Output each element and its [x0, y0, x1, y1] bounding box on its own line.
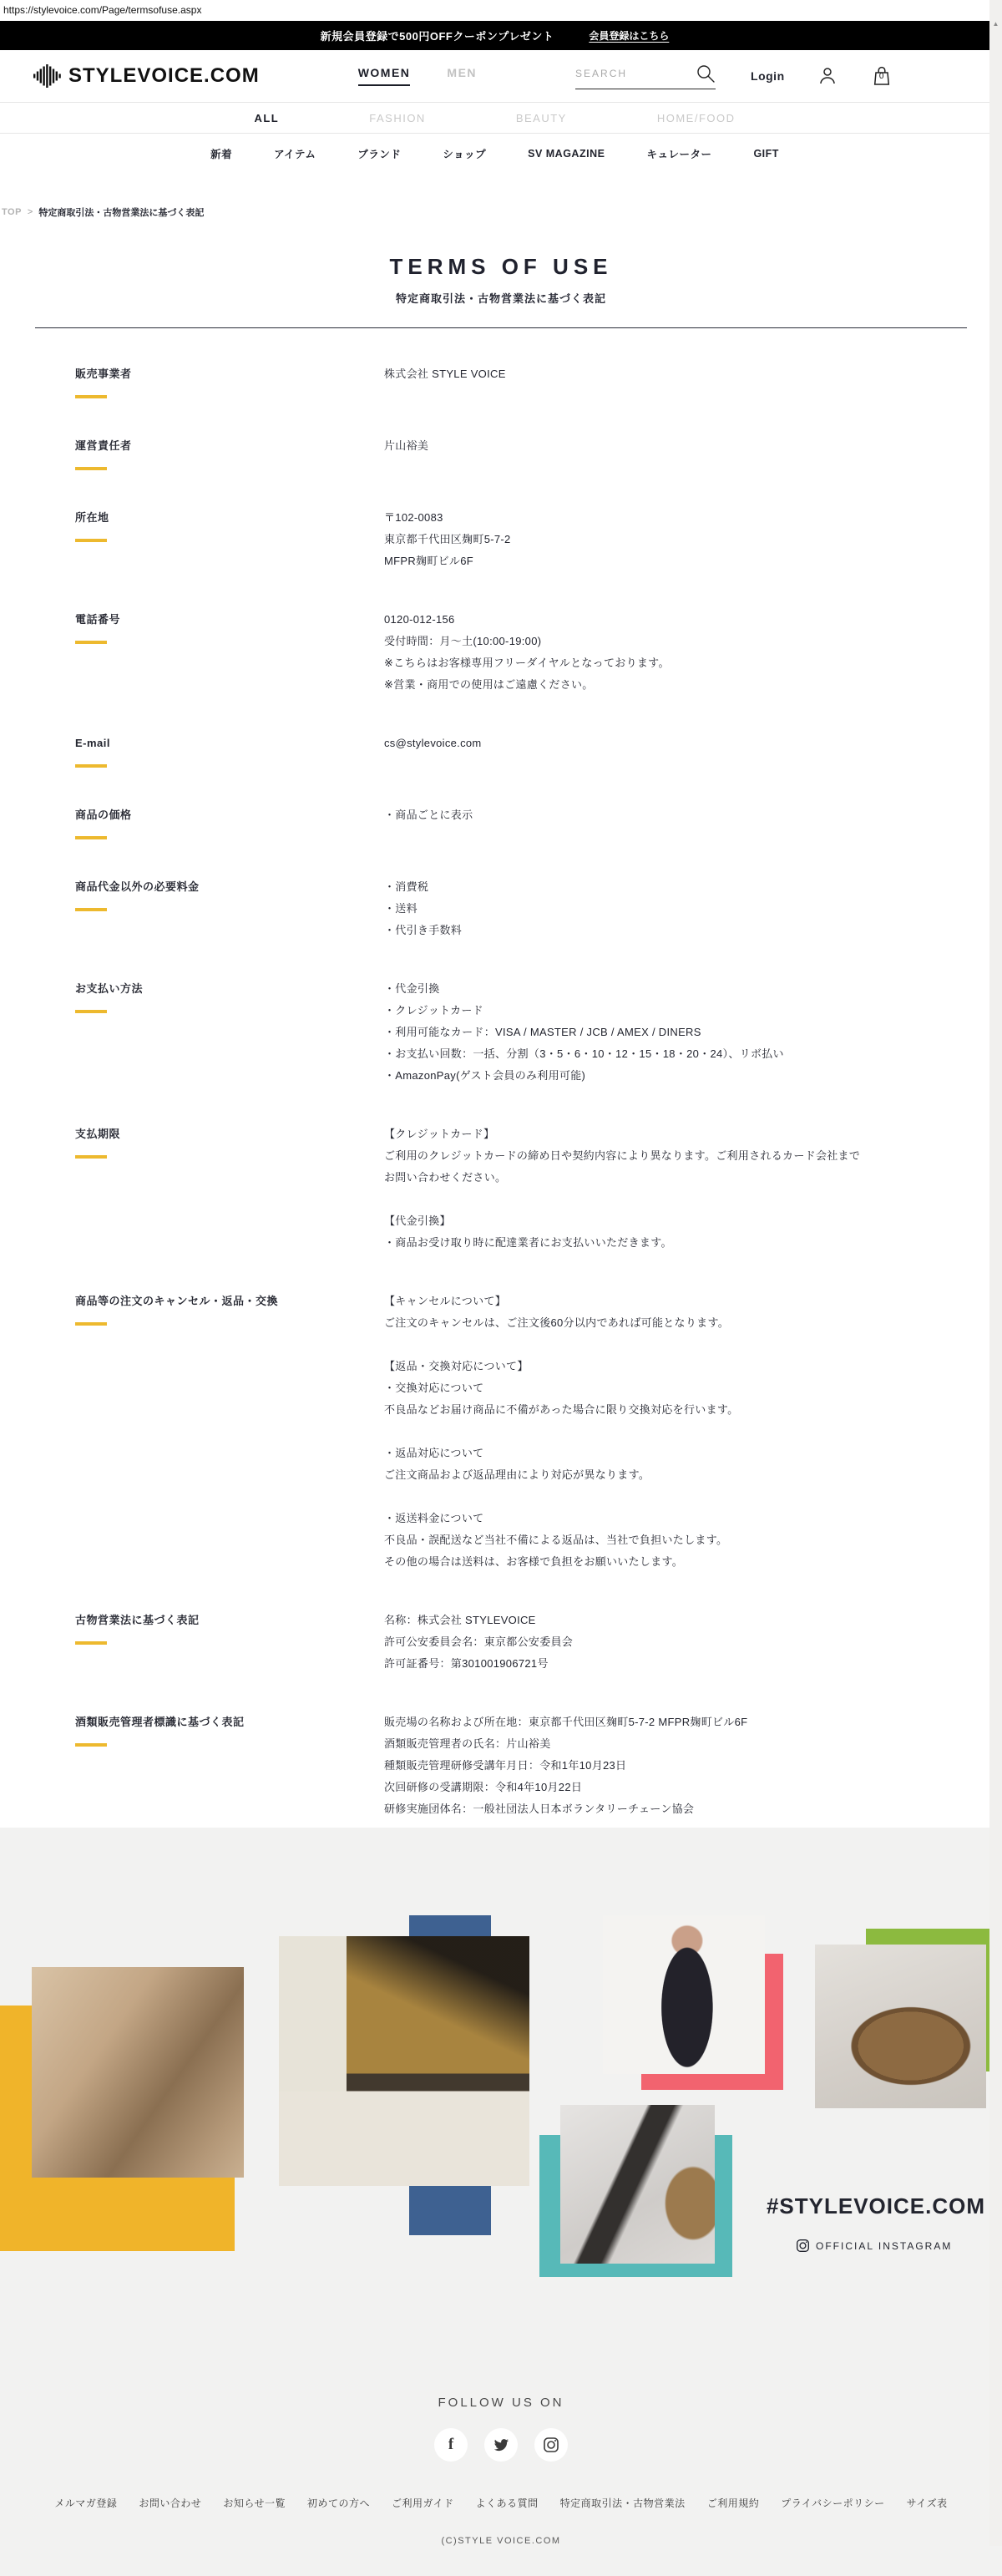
terms-value-line: ・返品対応について [384, 1447, 484, 1459]
terms-value-line: 販売場の名称および所在地：東京都千代田区麹町5-7-2 MFPR麹町ビル6F [384, 1716, 748, 1728]
terms-value-line: ・返送料金について [384, 1512, 484, 1524]
promo-text: 新規会員登録で500円OFFクーポンプレゼント [320, 30, 554, 43]
terms-row [75, 978, 1002, 1087]
search-icon[interactable] [696, 63, 716, 84]
main-nav [358, 66, 477, 86]
facebook-icon: f [448, 2436, 454, 2453]
label-accent-bar [75, 467, 107, 470]
footer-link[interactable]: お問い合わせ [139, 2497, 202, 2509]
terms-value [384, 804, 1002, 839]
terms-row [75, 733, 1002, 768]
terms-value-line: ・商品お受け取り時に配達業者にお支払いいただきます。 [384, 1236, 672, 1249]
scroll-up-icon[interactable]: ▲ [992, 20, 999, 28]
terms-value-line: 片山裕美 [384, 439, 429, 452]
terms-row [75, 1610, 1002, 1675]
sub-nav-item[interactable]: キュレーター [646, 149, 712, 160]
terms-label-col [75, 1291, 384, 1573]
instagram-photo-portrait[interactable] [279, 1936, 529, 2186]
terms-label: 商品代金以外の必要料金 [75, 880, 200, 893]
terms-value-line: 不良品・誤配送など当社不備による返品は、当社で負担いたします。 [384, 1534, 728, 1546]
terms-label-col [75, 1610, 384, 1675]
promo-register-link[interactable]: 会員登録はこちら [589, 30, 670, 42]
sub-nav-item[interactable]: ブランド [357, 149, 402, 160]
terms-value-line: cs@stylevoice.com [384, 737, 482, 749]
terms-value-line: ・クレジットカード [384, 1004, 483, 1017]
footer-link[interactable]: よくある質問 [475, 2497, 539, 2509]
terms-value-line: 次回研修の受講期限：令和4年10月22日 [384, 1781, 583, 1793]
terms-value-line: 種類販売管理研修受講年月日：令和1年10月23日 [384, 1759, 627, 1772]
label-accent-bar [75, 908, 107, 911]
logo-text: STYLEVOICE.COM [68, 64, 260, 87]
official-instagram-label: OFFICIAL INSTAGRAM [816, 2239, 953, 2252]
terms-label-col [75, 435, 384, 470]
terms-value [384, 1123, 1002, 1254]
terms-value [384, 1711, 1002, 1820]
label-accent-bar [75, 1155, 107, 1159]
terms-value-line: ・交換対応について [384, 1382, 484, 1394]
terms-row [75, 876, 1002, 941]
terms-row [75, 1291, 1002, 1573]
terms-value-line: 【クレジットカード】 [384, 1128, 495, 1140]
terms-value-line: ・AmazonPay(ゲスト会員のみ利用可能) [384, 1069, 586, 1082]
official-instagram-link[interactable] [796, 2239, 952, 2253]
category-bar [0, 102, 989, 134]
terms-value-line: 東京都千代田区麹町5-7-2 [384, 533, 511, 545]
footer-link[interactable]: プライバシーポリシー [781, 2497, 885, 2509]
cart-button[interactable] [870, 64, 893, 88]
breadcrumb-top-link[interactable]: TOP [2, 207, 22, 217]
terms-value-line: 名称：株式会社 STYLEVOICE [384, 1614, 536, 1626]
terms-value-line: 研修実施団体名：一般社団法人日本ボランタリーチェーン協会 [384, 1803, 695, 1815]
page-title: TERMS OF USE [389, 254, 613, 279]
terms-label: 酒類販売管理者標識に基づく表記 [75, 1716, 245, 1728]
terms-value-line: その他の場合は送料は、お客様で負担をお願いいたします。 [384, 1555, 684, 1568]
category-tab-home-food[interactable]: HOME/FOOD [656, 111, 736, 124]
terms-label-col [75, 733, 384, 768]
cart-count-badge: 0 [878, 72, 884, 81]
category-tab-beauty[interactable]: BEAUTY [515, 111, 567, 124]
footer-link[interactable]: ご利用ガイド [392, 2497, 454, 2509]
instagram-outline-icon [796, 2239, 810, 2253]
terms-value-line: ・代引き手数料 [384, 924, 463, 936]
terms-value-line: ご注文のキャンセルは、ご注文後60分以内であれば可能となります。 [384, 1316, 730, 1329]
breadcrumb-separator: > [27, 207, 33, 217]
terms-value-line: お問い合わせください。 [384, 1171, 507, 1184]
nav-men[interactable]: MEN [447, 66, 478, 79]
instagram-photo-perfume[interactable] [560, 2105, 715, 2264]
terms-label-col [75, 363, 384, 398]
terms-value [384, 876, 1002, 941]
footer-link[interactable]: メルマガ登録 [54, 2497, 118, 2509]
label-accent-bar [75, 1010, 107, 1013]
copyright: (C)STYLE VOICE.COM [441, 2536, 561, 2546]
terms-value-line [384, 1421, 1002, 1443]
terms-value [384, 363, 1002, 398]
footer-link[interactable]: 特定商取引法・古物営業法 [559, 2497, 686, 2509]
terms-value-line: ・お支払い回数：一括、分割（3・5・6・10・12・15・18・20・24）、リボ払い [384, 1047, 784, 1060]
breadcrumb-current: 特定商取引法・古物営業法に基づく表記 [38, 208, 205, 218]
terms-row [75, 1711, 1002, 1820]
terms-value-line: 【キャンセルについて】 [384, 1295, 507, 1307]
follow-heading: FOLLOW US ON [438, 2396, 564, 2410]
terms-value-line [384, 1334, 1002, 1356]
nav-women[interactable]: WOMEN [358, 66, 411, 86]
terms-value [384, 1291, 1002, 1573]
terms-value-line: 【代金引換】 [384, 1214, 451, 1227]
terms-value-line: 許可公安委員会名：東京都公安委員会 [384, 1635, 574, 1648]
terms-value-line: ご注文商品および返品理由により対応が異なります。 [384, 1468, 650, 1481]
terms-value-line: MFPR麹町ビル6F [384, 555, 473, 567]
terms-value [384, 609, 1002, 696]
terms-label: 支払期限 [75, 1128, 121, 1140]
terms-row [75, 363, 1002, 398]
terms-value [384, 1610, 1002, 1675]
terms-value [384, 507, 1002, 572]
soundwave-logo-icon [33, 64, 62, 88]
terms-value [384, 978, 1002, 1087]
footer-link[interactable]: お知らせ一覧 [223, 2497, 286, 2509]
label-accent-bar [75, 764, 107, 768]
category-tab-all[interactable]: ALL [254, 111, 280, 124]
terms-value [384, 733, 1002, 768]
footer [0, 1828, 1002, 2576]
instagram-photo-coat[interactable] [32, 1967, 244, 2178]
label-accent-bar [75, 539, 107, 542]
twitter-button[interactable] [484, 2428, 518, 2462]
login-button[interactable]: Login [751, 69, 785, 83]
terms-label: 販売事業者 [75, 368, 132, 380]
footer-link[interactable]: サイズ表 [906, 2497, 948, 2509]
twitter-icon [493, 2437, 509, 2453]
terms-value-line: 酒類販売管理者の氏名：片山裕美 [384, 1737, 551, 1750]
search-placeholder: SEARCH [575, 67, 628, 79]
category-tab-fashion[interactable]: FASHION [369, 111, 426, 124]
terms-value-line [384, 1486, 1002, 1508]
terms-label: 古物営業法に基づく表記 [75, 1614, 200, 1626]
terms-row [75, 507, 1002, 572]
footer-link[interactable]: 初めての方へ [307, 2497, 371, 2509]
terms-label: E-mail [75, 737, 111, 749]
terms-value-line: ・代金引換 [384, 982, 440, 995]
instagram-button[interactable] [534, 2428, 568, 2462]
terms-row [75, 435, 1002, 470]
terms-table [75, 363, 1002, 1820]
terms-value-line: ・消費税 [384, 880, 429, 893]
follow-section [0, 2396, 1002, 2462]
label-accent-bar [75, 836, 107, 839]
terms-value-line: ご利用のクレジットカードの締め日や契約内容により異なります。ご利用されるカード会社まで [384, 1149, 861, 1162]
terms-value-line: 受付時間：月～土(10:00-19:00) [384, 635, 542, 647]
terms-value-line: ・送料 [384, 902, 418, 915]
label-accent-bar [75, 641, 107, 644]
label-accent-bar [75, 1743, 107, 1747]
terms-label-col [75, 609, 384, 696]
label-accent-bar [75, 395, 107, 398]
sub-nav-item[interactable]: アイテム [274, 149, 316, 160]
footer-links [0, 2496, 1002, 2510]
terms-value-line: ・利用可能なカード：VISA / MASTER / JCB / AMEX / DINERS [384, 1026, 701, 1038]
terms-label-col [75, 1123, 384, 1254]
terms-value [384, 435, 1002, 470]
facebook-button[interactable] [434, 2428, 468, 2462]
terms-label-col [75, 876, 384, 941]
promo-banner [0, 21, 989, 50]
sub-nav-item[interactable]: SV MAGAZINE [528, 148, 605, 160]
instagram-icon [543, 2437, 559, 2453]
terms-value-line: 【返品・交換対応について】 [384, 1360, 529, 1372]
title-divider [35, 327, 967, 328]
terms-row [75, 609, 1002, 696]
terms-value-line: 株式会社 STYLE VOICE [384, 368, 506, 380]
label-accent-bar [75, 1322, 107, 1326]
sub-nav [0, 134, 989, 174]
title-block [0, 254, 1002, 328]
account-button[interactable] [817, 65, 838, 87]
terms-value-line: 0120-012-156 [384, 613, 455, 626]
terms-label: 運営責任者 [75, 439, 132, 452]
terms-value-line: ・商品ごとに表示 [384, 809, 473, 821]
terms-value-line: 〒102-0083 [384, 511, 443, 524]
terms-label-col [75, 804, 384, 839]
sub-nav-item[interactable]: GIFT [753, 148, 779, 160]
instagram-photo-basket[interactable] [815, 1945, 986, 2108]
terms-value-line: ※こちらはお客様専用フリーダイヤルとなっております。 [384, 657, 670, 669]
terms-value-line: 不良品などお届け商品に不備があった場合に限り交換対応を行います。 [384, 1403, 739, 1416]
terms-label: 電話番号 [75, 613, 121, 626]
social-row [0, 2428, 1002, 2462]
footer-link[interactable]: ご利用規約 [706, 2497, 760, 2509]
scrollbar[interactable] [989, 0, 1002, 2546]
terms-value-line [384, 1189, 1002, 1210]
instagram-photo-dress[interactable] [603, 1915, 765, 2074]
page-subtitle: 特定商取引法・古物営業法に基づく表記 [395, 292, 606, 305]
breadcrumb [2, 205, 1002, 219]
logo[interactable] [33, 64, 260, 88]
terms-label-col [75, 507, 384, 572]
main-content [0, 205, 1002, 1828]
terms-value-line: 許可証番号：第301001906721号 [384, 1657, 549, 1670]
terms-label: お支払い方法 [75, 982, 144, 995]
sub-nav-item[interactable]: 新着 [210, 149, 233, 160]
search-input[interactable] [575, 63, 716, 89]
terms-row [75, 1123, 1002, 1254]
terms-value-line: ※営業・商用での使用はご遠慮ください。 [384, 678, 594, 691]
user-icon [817, 65, 838, 87]
browser-url: https://stylevoice.com/Page/termsofuse.aspx [0, 0, 1002, 21]
sub-nav-item[interactable]: ショップ [443, 149, 487, 160]
instagram-hashtag: #STYLEVOICE.COM [766, 2193, 985, 2219]
label-accent-bar [75, 1641, 107, 1645]
terms-label-col [75, 978, 384, 1087]
terms-label: 所在地 [75, 511, 109, 524]
terms-row [75, 804, 1002, 839]
site-header [0, 50, 1002, 102]
terms-label: 商品の価格 [75, 809, 132, 821]
terms-label-col [75, 1711, 384, 1820]
terms-label: 商品等の注文のキャンセル・返品・交換 [75, 1295, 279, 1307]
